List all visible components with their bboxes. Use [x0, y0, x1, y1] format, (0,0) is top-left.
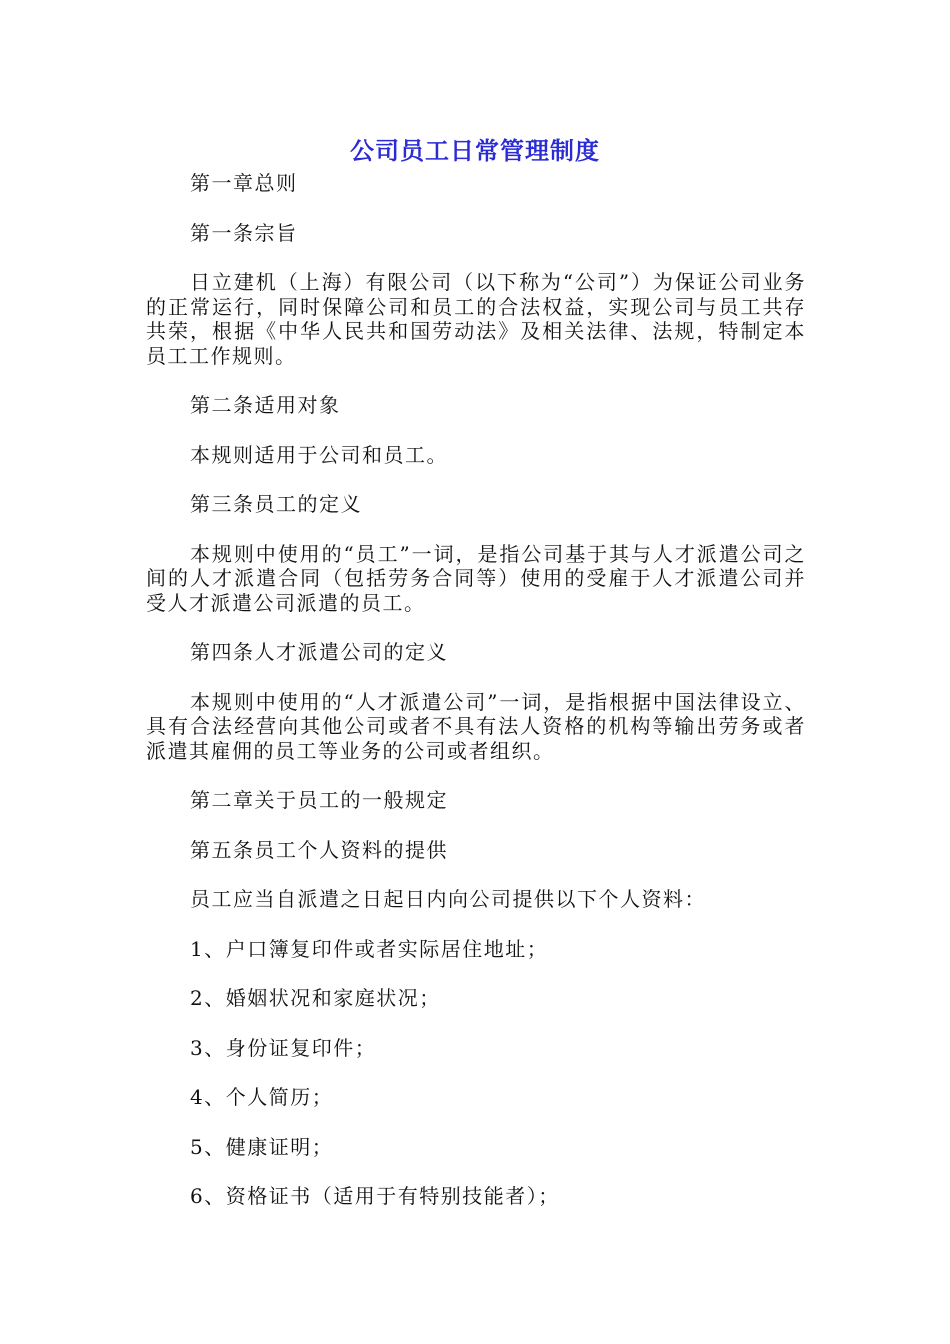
document-body [146, 171, 806, 1209]
chapter-heading: 第一章总则 [190, 171, 298, 195]
article-heading: 第五条员工个人资料的提供 [190, 837, 448, 862]
article-heading: 第四条人才派遣公司的定义 [190, 640, 448, 664]
article-heading: 第三条员工的定义 [190, 492, 362, 516]
list-item: 3、身份证复印件； [190, 1035, 377, 1060]
list-item: 4、个人简历； [190, 1085, 334, 1109]
document-title: 公司员工日常管理制度 [350, 137, 600, 165]
body-paragraph: 日立建机（上海）有限公司（以下称为“公司”）为保证公司业务的正常运行，同时保障公司和员工的合法权益，实现公司与员工共存共荣，根据《中华人民共和国劳动法》及相关法律、法规，特制定本员工工作规则。 [146, 270, 806, 368]
list-item: 6、资格证书（适用于有特别技能者）； [190, 1184, 560, 1208]
list-item: 1、户口簿复印件或者实际居住地址； [190, 936, 549, 961]
body-paragraph: 本规则中使用的“员工”一词，是指公司基于其与人才派遣公司之间的人才派遣合同（包括劳务合同等）使用的受雇于人才派遣公司并受人才派遣公司派遣的员工。 [146, 541, 806, 615]
body-paragraph: 员工应当自派遣之日起日内向公司提供以下个人资料： [190, 887, 706, 911]
body-paragraph: 本规则适用于公司和员工。 [190, 442, 448, 467]
list-item: 5、健康证明； [190, 1134, 334, 1159]
list-item: 2、婚姻状况和家庭状况； [190, 986, 441, 1010]
chapter-heading: 第二章关于员工的一般规定 [190, 788, 448, 812]
article-heading: 第一条宗旨 [190, 220, 298, 245]
article-heading: 第二条适用对象 [190, 393, 341, 417]
body-paragraph: 本规则中使用的“人才派遣公司”一词，是指根据中国法律设立、具有合法经营向其他公司或者不具有法人资格的机构等输出劳务或者派遣其雇佣的员工等业务的公司或者组织。 [146, 689, 806, 763]
